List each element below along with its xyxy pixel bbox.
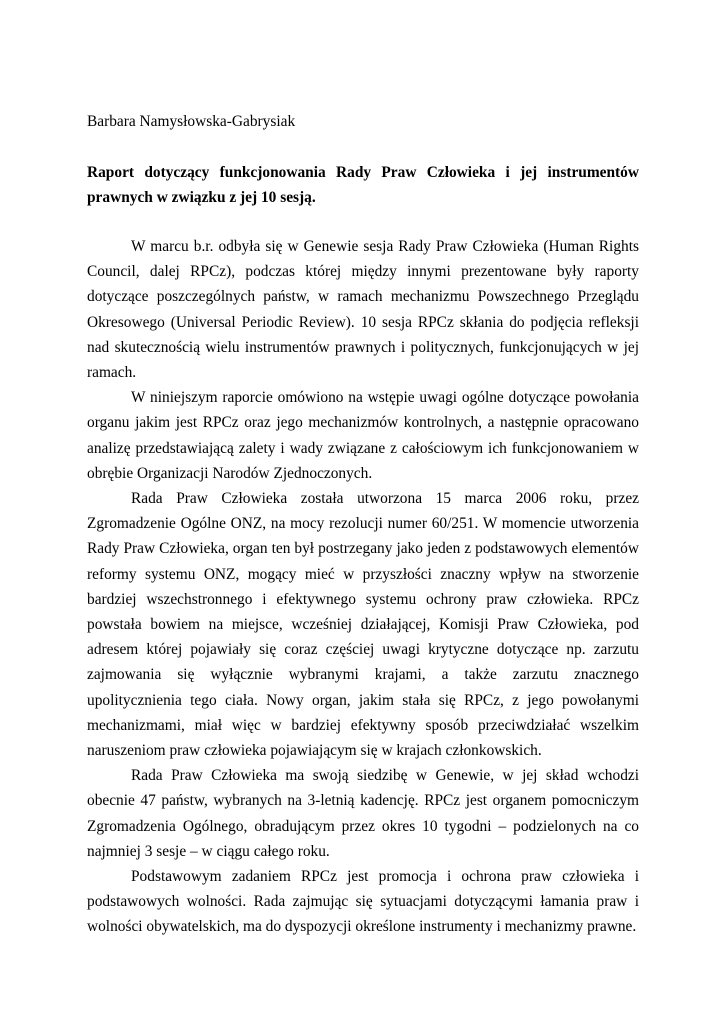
- paragraph: Rada Praw Człowieka ma swoją siedzibę w Genewie, w jej skład wchodzi obecnie 47 państw, wybranych na 3-letnią kadencję. RPCz jest organem pomocniczym Zgromadzenia Ogólnego, obradującym przez okres 10 tygodni – podzielonych na co najmniej 3 sesje – w ciągu całego roku.: [87, 767, 639, 860]
- paragraph: W niniejszym raporcie omówiono na wstępie uwagi ogólne dotyczące powołania organu jakim jest RPCz oraz jego mechanizmów kontrolnych, a następnie opracowano analizę przedstawiającą zalety i wady związane z całościowym ich funkcjonowaniem w obrębie Organizacji Narodów Zjednoczonych.: [87, 389, 639, 482]
- paragraph: Rada Praw Człowieka została utworzona 15 marca 2006 roku, przez Zgromadzenie Ogólne ONZ, na mocy rezolucji numer 60/251. W momencie utworzenia Rady Praw Człowieka, organ ten był postrzegany jako jeden z podstawowych elementów reformy systemu ONZ, mogący mieć w przyszłości znaczny wpływ na stworzenie bardziej wszechstronnego i efektywnego systemu ochrony praw człowieka. RPCz powstała bowiem na miejsce, wcześniej działającej, Komisji Praw Człowieka, pod adresem której pojawiały się coraz częściej uwagi krytyczne dotyczące np. zarzutu zajmowania się wyłącznie wybranymi krajami, a także zarzutu znacznego upolitycznienia tego ciała. Nowy organ, jakim stała się RPCz, z jego powołanymi mechanizmami, miał więc w bardziej efektywny sposób przeciwdziałać wszelkim naruszeniom praw człowieka pojawiającym się w krajach członkowskich.: [87, 490, 639, 760]
- author-name: Barbara Namysłowska-Gabrysiak: [87, 113, 296, 130]
- paragraph: W marcu b.r. odbyła się w Genewie sesja Rady Praw Człowieka (Human Rights Council, dalej RPCz), podczas której między innymi prezentowane były raporty dotyczące poszczególnych państw, w ramach mechanizmu Powszechnego Przeglądu Okresowego (Universal Periodic Review). 10 sesja RPCz skłania do podjęcia refleksji nad skutecznością wielu instrumentów prawnych i politycznych, funkcjonujących w jej ramach.: [87, 238, 639, 382]
- paragraph: Podstawowym zadaniem RPCz jest promocja i ochrona praw człowieka i podstawowych wolności. Rada zajmując się sytuacjami dotyczącymi łamania praw i wolności obywatelskich, ma do dyspozycji określone instrumenty i mechanizmy prawne.: [87, 868, 639, 936]
- document-body: [87, 234, 639, 940]
- document-title: Raport dotyczący funkcjonowania Rady Praw Człowieka i jej instrumentów prawnych w związku z jej 10 sesją.: [87, 164, 639, 206]
